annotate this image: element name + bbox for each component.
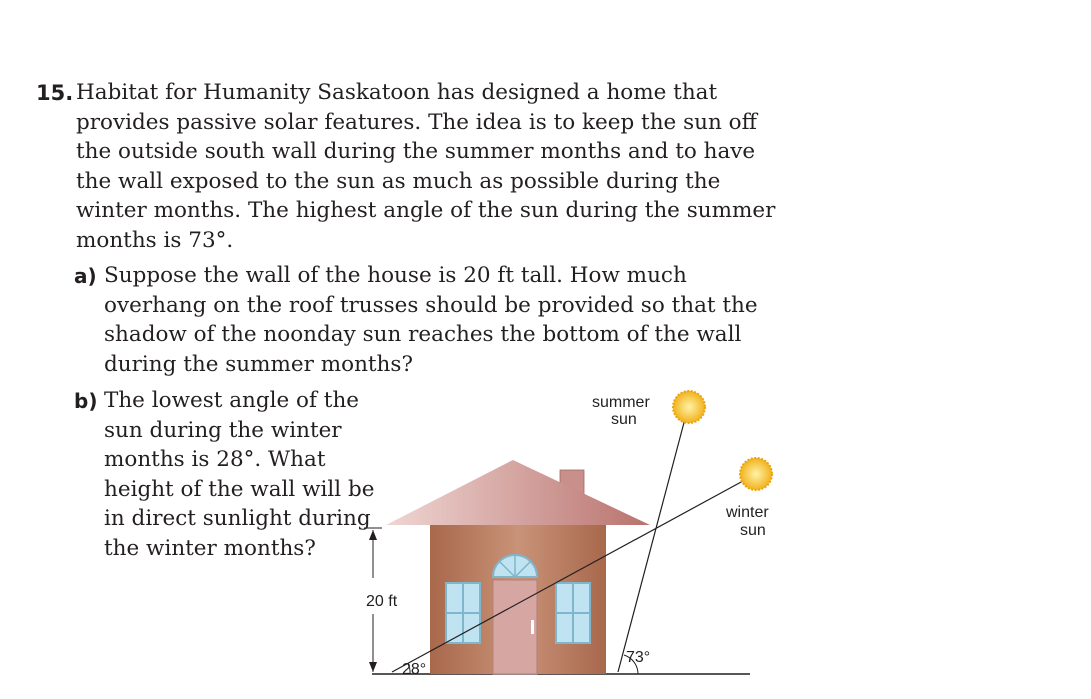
part-b-label: b) <box>74 389 98 413</box>
part-b-text: The lowest angle of the sun during the winter months is 28°. What height of the wall will be in direct sunlight during the winter months? <box>104 388 375 561</box>
part-a <box>36 261 776 379</box>
winter-sun-label-1: winter <box>726 504 769 521</box>
part-a-label: a) <box>74 264 97 288</box>
question-text: Habitat for Humanity Saskatoon has designed a home that provides passive solar features. The idea is to keep the sun off the outside south wall during the summer months and to have the wall exposed to the sun as much as possible during the winter months. The highest angle of the sun during the summer months is 73°. <box>76 80 776 253</box>
right-window <box>556 583 590 643</box>
winter-sun-icon <box>740 458 772 490</box>
front-door <box>493 555 537 674</box>
winter-sun-label-2: sun <box>740 522 766 539</box>
wall-height-label: 20 ft <box>366 593 398 610</box>
summer-sun-label-1: summer <box>592 394 650 411</box>
part-a-text: Suppose the wall of the house is 20 ft tall. How much overhang on the roof trusses should be provided so that the shadow of the noonday sun reaches the bottom of the wall during the summer months? <box>104 263 758 377</box>
question-number: 15. <box>36 81 74 105</box>
question-stem <box>36 78 776 255</box>
summer-sun-icon <box>673 391 705 423</box>
house-sun-diagram <box>350 380 790 680</box>
winter-angle-label: 28° <box>402 661 427 678</box>
roof <box>386 460 650 525</box>
summer-sun-label-2: sun <box>611 411 637 428</box>
summer-angle-label: 73° <box>626 649 651 666</box>
